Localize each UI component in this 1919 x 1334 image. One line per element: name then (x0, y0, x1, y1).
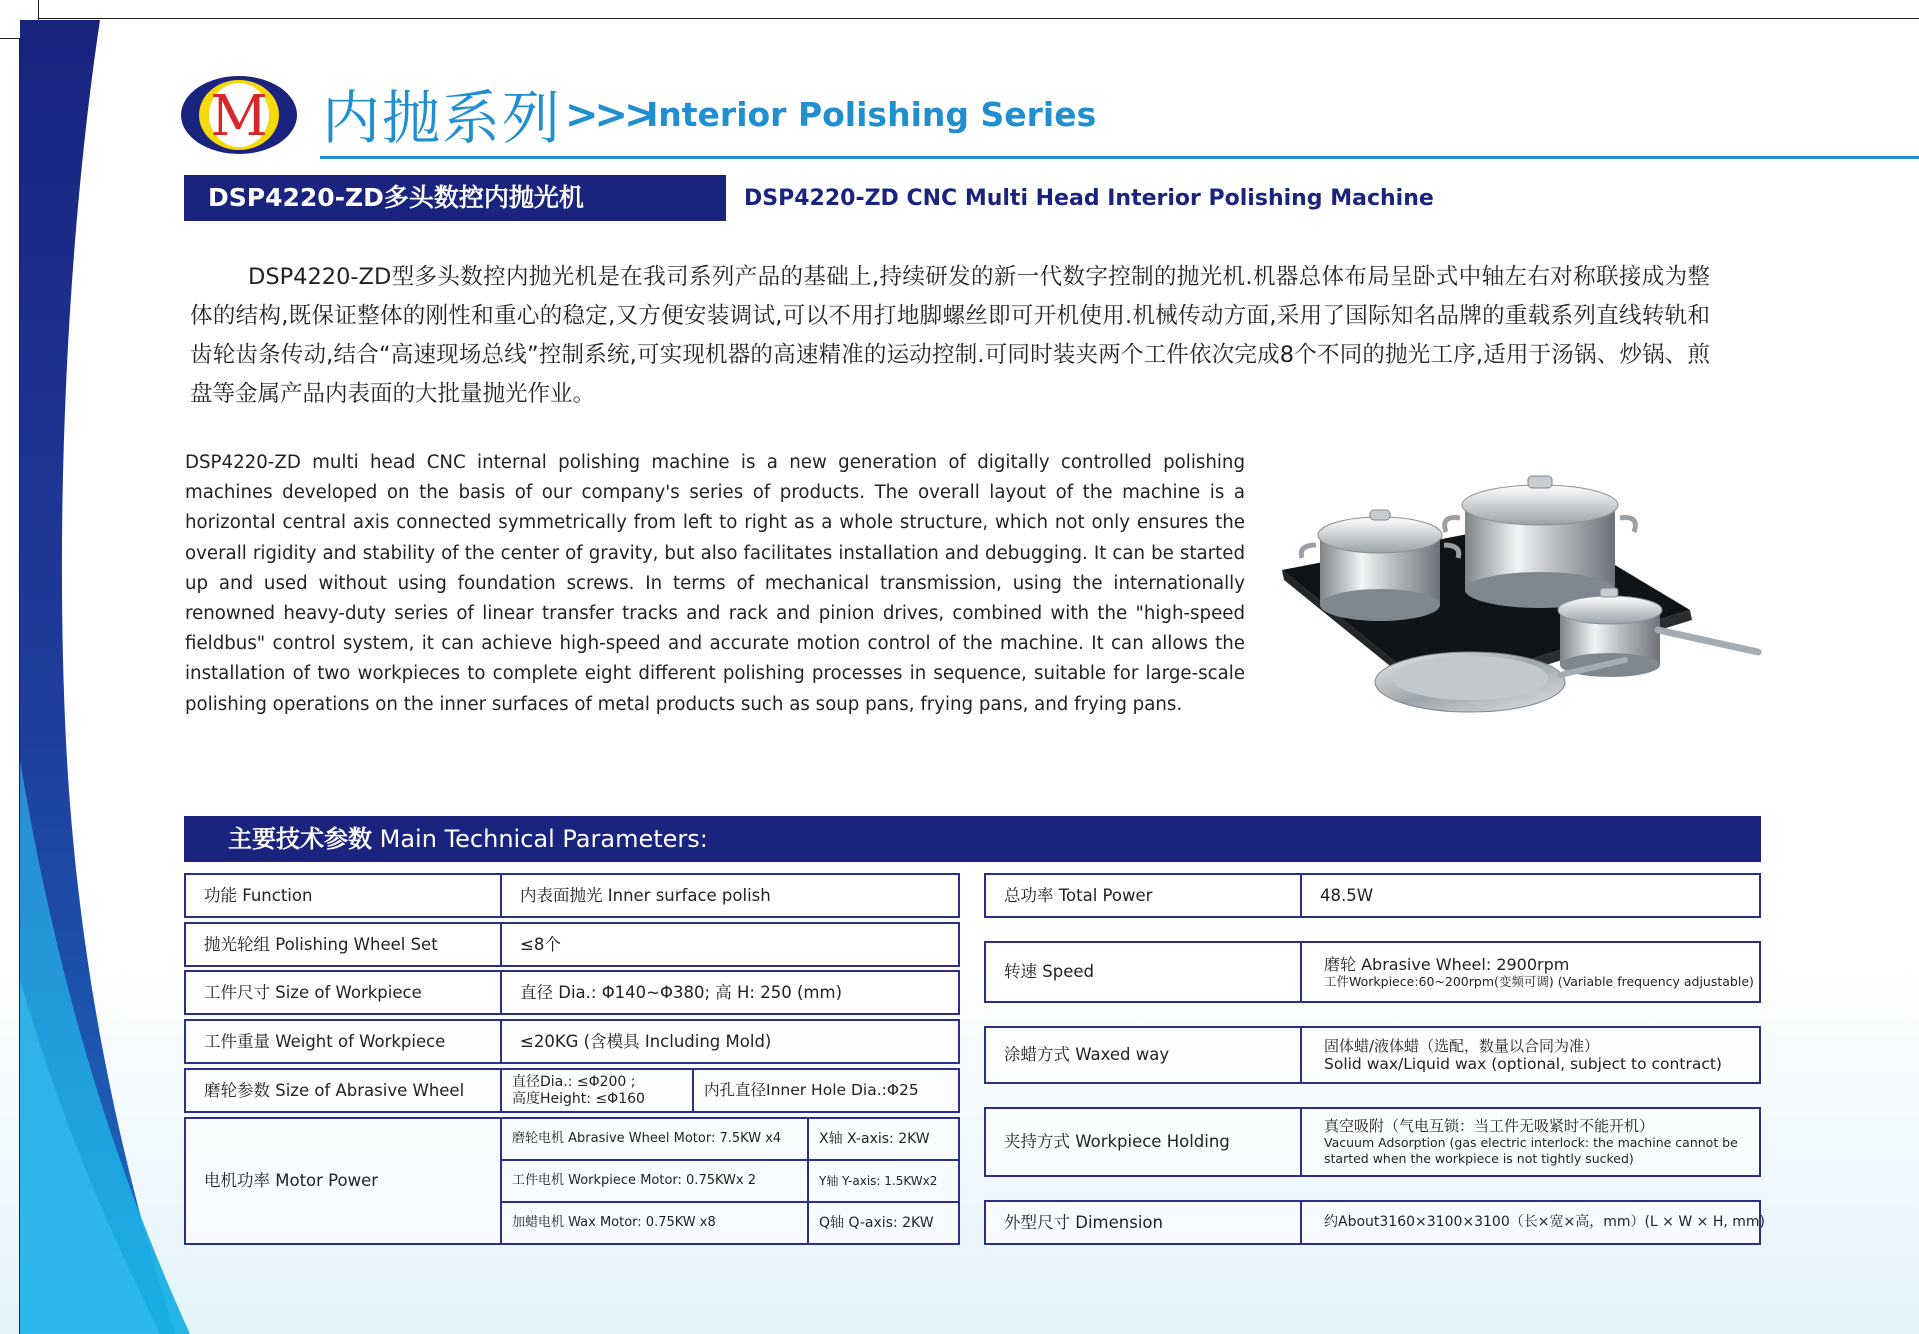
logo-letter: M (210, 84, 268, 149)
speed-abrasive: 磨轮 Abrasive Wheel: 2900rpm (1324, 954, 1570, 974)
motor-y-axis: Y轴 Y-axis: 1.5KWx2 (807, 1159, 960, 1203)
speed-workpiece: 工件Workpiece:60~200rpm(变频可调) (Variable frequency adjustable) (1324, 974, 1754, 990)
param-power-value: 48.5W (1300, 873, 1761, 918)
crop-mark-top (38, 18, 1919, 19)
wax-cn: 固体蜡/液体蜡（选配，数量以合同为准） (1324, 1036, 1600, 1055)
parameters-header (184, 816, 1761, 862)
description-en: DSP4220-ZD multi head CNC internal polishing machine is a new generation of digitally controlled polishing machines developed on the basis of our company's series of products. The overall layout of the machine is a horizontal central axis connected symmetrically from left to right as a whole structure, which not only ensures the overall rigidity and stability of the center of gravity, but also facilitates installation and debugging. It can be started up and used without using foundation screws. In terms of mechanical transmission, using the internationally renowned heavy-duty series of linear transfer tracks and rack and pinion drives, combined with the "high-speed fieldbus" control system, it can achieve high-speed and accurate motion control of the machine. It can allows the installation of two workpieces to complete eight different polishing processes in sequence, suitable for large-scale polishing operations on the inner surfaces of metal products such as soup pans, frying pans, and frying pans. (185, 452, 1245, 715)
parameters-title-en: Main Technical Parameters: (379, 825, 708, 853)
series-title-en: Interior Polishing Series (646, 95, 1097, 134)
param-speed-label: 转速 Speed (984, 941, 1302, 1003)
abrasive-height: 高度Height: ≤Φ160 (512, 1090, 645, 1107)
model-name-cn: DSP4220-ZD多头数控内抛光机 (184, 175, 726, 221)
series-title-cn: 内抛系列 (322, 84, 563, 152)
param-function-value: 内表面抛光 Inner surface polish (500, 873, 960, 918)
motor-wax: 加蜡电机 Wax Motor: 0.75KW x8 (500, 1201, 809, 1245)
param-holding-label: 夹持方式 Workpiece Holding (984, 1107, 1302, 1177)
title-chevrons: >>> (565, 92, 654, 138)
description-cn: DSP4220-ZD型多头数控内抛光机是在我司系列产品的基础上,持续研发的新一代数字控制的抛光机.机器总体布局呈卧式中轴左右对称联接成为整体的结构,既保证整体的刚性和重心的稳定,又方便安装调试,可以不用打地脚螺丝即可开机使用.机械传动方面,采用了国际知名品牌的重载系列直线转轨和齿轮齿条传动,结合“高速现场总线”控制系统,可实现机器的高速精准的运动控制.可同时装夹两个工件依次完成8个不同的抛光工序,适用于汤锅、炒锅、煎盘等金属产品内表面的大批量抛光作业。 (190, 264, 1710, 407)
motor-abrasive: 磨轮电机 Abrasive Wheel Motor: 7.5KW x4 (500, 1117, 809, 1161)
title-underline (320, 156, 1919, 159)
param-weight-value: ≤20KG (含模具 Including Mold) (500, 1019, 960, 1064)
param-wax-label: 涂蜡方式 Waxed way (984, 1026, 1302, 1084)
wax-en: Solid wax/Liquid wax (optional, subject to contract) (1324, 1054, 1722, 1073)
abrasive-dia: 直径Dia.: ≤Φ200 ; (512, 1073, 636, 1090)
param-size-value: 直径 Dia.: Φ140~Φ380; 高 H: 250 (mm) (500, 970, 960, 1015)
param-abrasive-label: 磨轮参数 Size of Abrasive Wheel (184, 1068, 502, 1113)
param-dimension-label: 外型尺寸 Dimension (984, 1200, 1302, 1245)
model-name-en: DSP4220-ZD CNC Multi Head Interior Polishing Machine (744, 186, 1434, 211)
param-speed-value (1300, 941, 1761, 1003)
param-wheelset-label: 抛光轮组 Polishing Wheel Set (184, 922, 502, 967)
motor-x-axis: X轴 X-axis: 2KW (807, 1117, 960, 1161)
param-motor-label: 电机功率 Motor Power (184, 1117, 502, 1245)
param-weight-label: 工件重量 Weight of Workpiece (184, 1019, 502, 1064)
param-function-label: 功能 Function (184, 873, 502, 918)
company-logo (180, 75, 298, 155)
crop-mark-left-edge (19, 38, 20, 1334)
param-abrasive-hole: 内孔直径Inner Hole Dia.:Φ25 (692, 1068, 960, 1113)
param-holding-value (1300, 1107, 1761, 1177)
product-cookware-image (1280, 460, 1762, 720)
parameters-title-cn: 主要技术参数 (228, 825, 372, 853)
param-dimension-value: 约About3160×3100×3100（长×宽×高，mm）(L × W × H, mm) (1300, 1200, 1761, 1245)
param-power-label: 总功率 Total Power (984, 873, 1302, 918)
holding-en: Vacuum Adsorption (gas electric interlock: the machine cannot be started when the workpiece is not tightly sucked) (1324, 1135, 1738, 1166)
param-size-label: 工件尺寸 Size of Workpiece (184, 970, 502, 1015)
param-wheelset-value: ≤8个 (500, 922, 960, 967)
crop-mark-left (0, 38, 20, 39)
motor-workpiece: 工件电机 Workpiece Motor: 0.75KWx 2 (500, 1159, 809, 1203)
holding-cn: 真空吸附（气电互锁：当工件无吸紧时不能开机） (1324, 1117, 1655, 1135)
param-abrasive-size (500, 1068, 694, 1113)
motor-q-axis: Q轴 Q-axis: 2KW (807, 1201, 960, 1245)
param-wax-value (1300, 1026, 1761, 1084)
crop-mark-vertical (38, 0, 39, 20)
